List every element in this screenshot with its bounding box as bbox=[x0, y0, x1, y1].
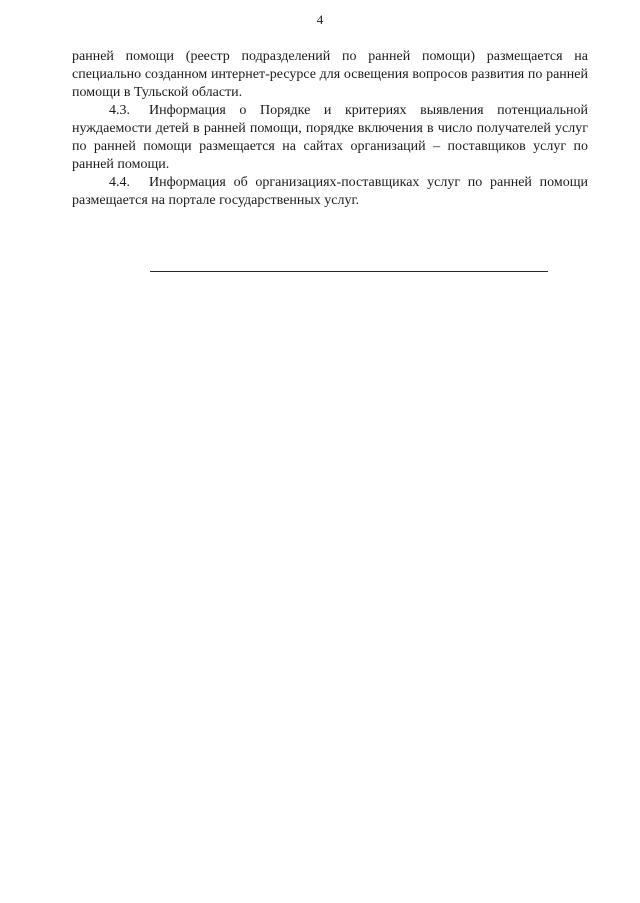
document-body bbox=[72, 48, 588, 210]
paragraph-4-4 bbox=[72, 174, 588, 210]
paragraph-continuation bbox=[72, 48, 588, 102]
paragraph-text: Информация об организациях-поставщиках услуг по ранней помощи размещается на портале государственных услуг. bbox=[72, 175, 588, 208]
paragraph-text: ранней помощи (реестр подразделений по ранней помощи) размещается на специально созданном интернет-ресурсе для освещения вопросов развития по ранней помощи в Тульской области. bbox=[72, 49, 588, 100]
paragraph-number: 4.4. bbox=[109, 175, 130, 190]
paragraph-4-3 bbox=[72, 102, 588, 174]
page-number: 4 bbox=[316, 12, 324, 27]
end-of-document-rule bbox=[150, 271, 548, 272]
paragraph-number: 4.3. bbox=[109, 103, 130, 118]
paragraph-text: Информация о Порядке и критериях выявления потенциальной нуждаемости детей в ранней помощи, порядке включения в число получателей услуг по ранней помощи размещается на сайтах организаций – поставщиков услуг по ранней помощи. bbox=[72, 103, 588, 172]
